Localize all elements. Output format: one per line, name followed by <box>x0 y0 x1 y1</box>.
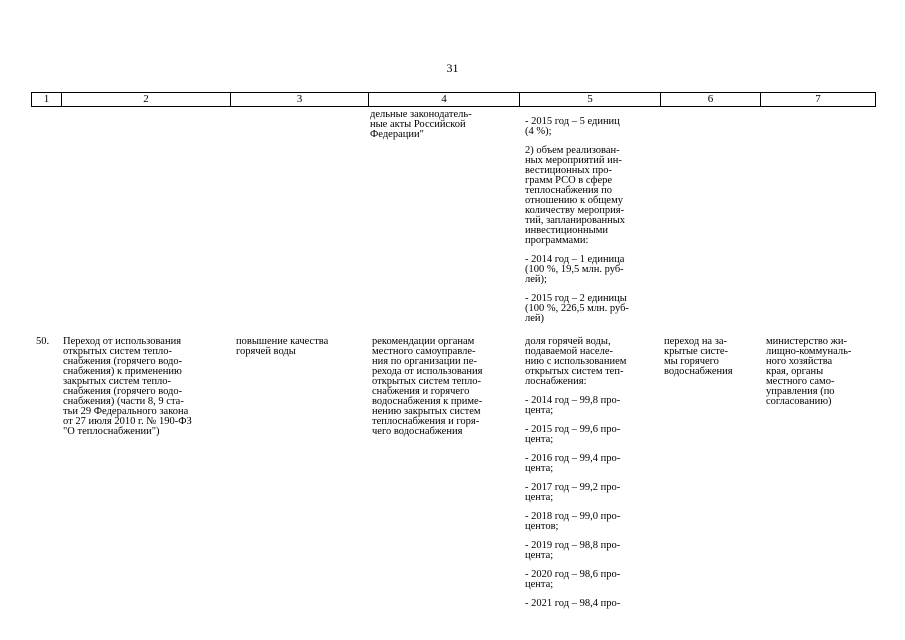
row50-col5-indicators <box>525 337 660 618</box>
row50-col2-measure: Переход от использования открытых систем тепло- снабжения (горячего водо- снабжения) к применению закрытых систем тепло- снабжения (горячего водо- снабжения) (части 8, 9 ста- тьи 29 Федерального закона от 27 июля 2010 г. № 190-ФЗ "О теплоснабжении") <box>63 336 192 437</box>
header-col-6: 6 <box>707 93 714 105</box>
indicator-paragraph: - 2016 год – 99,4 про- цента; <box>525 453 621 474</box>
header-col-3: 3 <box>296 93 303 105</box>
indicator-paragraph: - 2015 год – 5 единиц (4 %); <box>525 116 620 137</box>
indicator-paragraph: доля горячей воды, подаваемой населе- нию с использованием открытых систем теп- лоснабжения: <box>525 336 627 387</box>
table-header-row <box>31 92 876 107</box>
indicator-paragraph: - 2018 год – 99,0 про- центов; <box>525 511 621 532</box>
text-line: Федерации" <box>370 129 424 140</box>
continued-row-col5 <box>525 117 660 333</box>
row50-col3-goal: повышение качества горячей воды <box>236 336 329 357</box>
header-col-7: 7 <box>815 93 821 105</box>
indicator-paragraph: - 2015 год – 99,6 про- цента; <box>525 424 621 445</box>
indicator-paragraph: - 2020 год – 98,6 про- цента; <box>525 569 621 590</box>
row50-col7-responsible: министерство жи- лищно-коммуналь- ного хозяйства края, органы местного само- управления (по согласованию) <box>766 336 852 407</box>
indicator-paragraph: 2) объем реализован- ных мероприятий ин- вестиционных про- грамм РСО в сфере теплоснабжения по отношению к общему количеству мероприя- тий, запланированных инвестиционными программами: <box>525 145 626 246</box>
page-number: 31 <box>446 61 459 75</box>
row50-col6-result: переход на за- крытые систе- мы горячего водоснабжения <box>664 336 733 377</box>
text-line: ные акты Российской <box>370 119 466 130</box>
continued-row-col4 <box>370 110 520 140</box>
header-col-4: 4 <box>441 93 447 105</box>
header-col-2: 2 <box>143 93 149 105</box>
indicator-paragraph: - 2015 год – 2 единицы (100 %, 226,5 млн. руб- лей) <box>525 293 629 324</box>
indicator-paragraph: - 2017 год – 99,2 про- цента; <box>525 482 621 503</box>
text-line: дельные законодатель- <box>370 109 472 120</box>
indicator-paragraph: - 2019 год – 98,8 про- цента; <box>525 540 621 561</box>
header-col-1: 1 <box>43 93 50 105</box>
row50-col4-recommendations: рекомендации органам местного самоуправле- ния по организации пе- рехода от использования открытых систем тепло- снабжения и горячего водоснабжения к приме- нению закрытых систем теплоснабжения и горя- чего водоснабжения <box>372 336 483 437</box>
indicator-paragraph: - 2014 год – 1 единица (100 %, 19,5 млн. руб- лей); <box>525 254 625 285</box>
header-col-5: 5 <box>587 93 593 105</box>
indicator-paragraph: - 2014 год – 99,8 про- цента; <box>525 395 621 416</box>
indicator-paragraph: - 2021 год – 98,4 про- <box>525 598 621 609</box>
row-number: 50. <box>36 336 50 347</box>
